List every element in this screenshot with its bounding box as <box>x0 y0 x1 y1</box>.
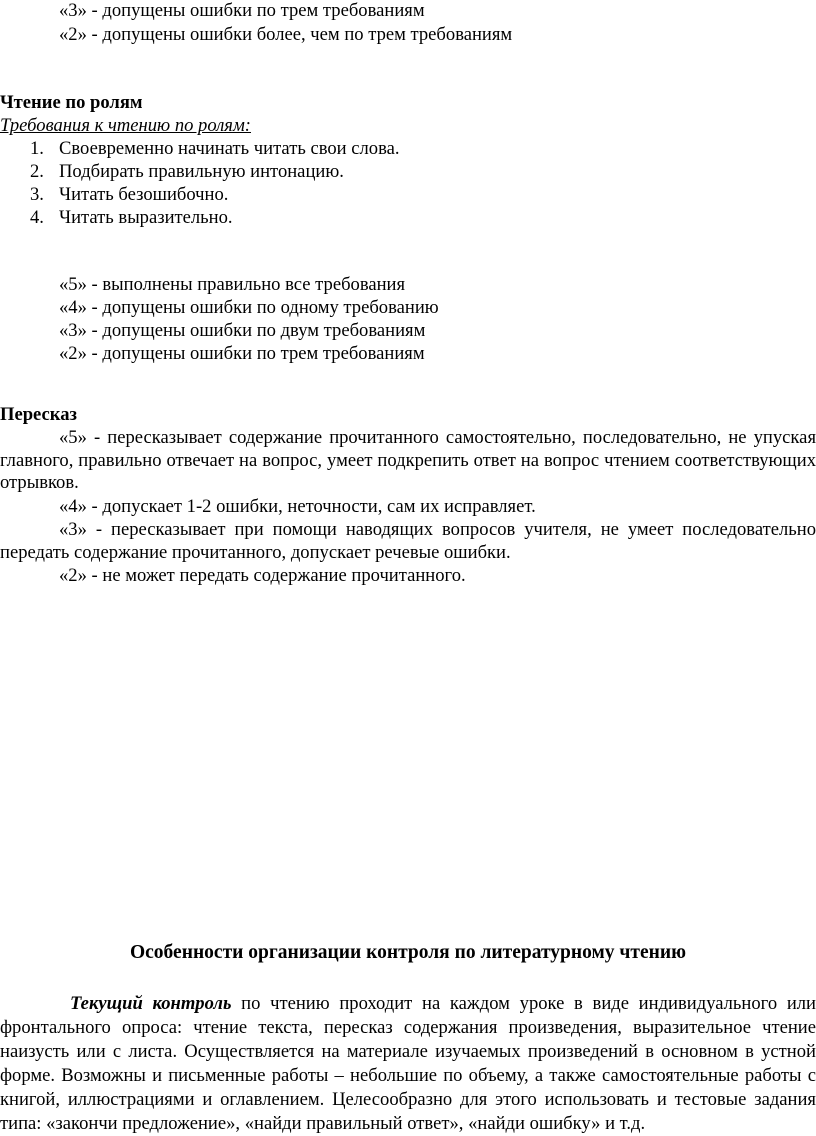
retelling-grade-4: «4» - допускает 1-2 ошибки, неточности, сам их исправляет. <box>59 496 536 517</box>
page-title: Особенности организации контроля по литературному чтению <box>129 942 686 963</box>
lead-term: Текущий контроль <box>70 993 232 1014</box>
grade-line-2: «2» - допущены ошибки более, чем по трем требованиям <box>59 24 513 45</box>
retelling-grade-2: «2» - не может передать содержание прочитанного. <box>59 565 466 586</box>
control-paragraph: Текущий контроль по чтению проходит на каждом уроке в виде индивидуального или фронтального опроса: чтение текста, пересказ содержания произведения, выразительное чтение наизусть или с листа. Осуществляется на материале изучаемых произведений в основном в устной форме. Возможны и письменные работы – небольшие по объему, а также самостоятельные работы с книгой, иллюстрациями и оглавлением. Целесообразно для этого использовать и тестовые задания типа: «закончи предложение», «найди правильный ответ», «найди ошибку» и т.д. <box>0 993 816 1134</box>
section-subheading-roles: Требования к чтению по ролям: <box>0 115 251 136</box>
grade-line-3: «3» - допущены ошибки по двум требованиям <box>59 320 426 341</box>
retelling-grade-3: «3» - пересказывает при помощи наводящих вопросов учителя, не умеет последовательно передать содержание прочитанного, допускает речевые ошибки. <box>0 519 816 563</box>
grade-line-5: «5» - выполнены правильно все требования <box>59 274 406 295</box>
grade-line-4: «4» - допущены ошибки по одному требованию <box>59 297 439 318</box>
grade-line-3: «3» - допущены ошибки по трем требованиям <box>59 0 425 21</box>
section-heading-roles: Чтение по ролям <box>0 92 143 113</box>
grade-line-2: «2» - допущены ошибки по трем требованиям <box>59 343 425 364</box>
retelling-grade-5: «5» - пересказывает содержание прочитанного самостоятельно, последовательно, не упуская главного, правильно отвечает на вопрос, умеет подкрепить ответ на вопрос чтением соответствующих отрывков. <box>0 427 816 493</box>
section-heading-retelling: Пересказ <box>0 404 77 425</box>
